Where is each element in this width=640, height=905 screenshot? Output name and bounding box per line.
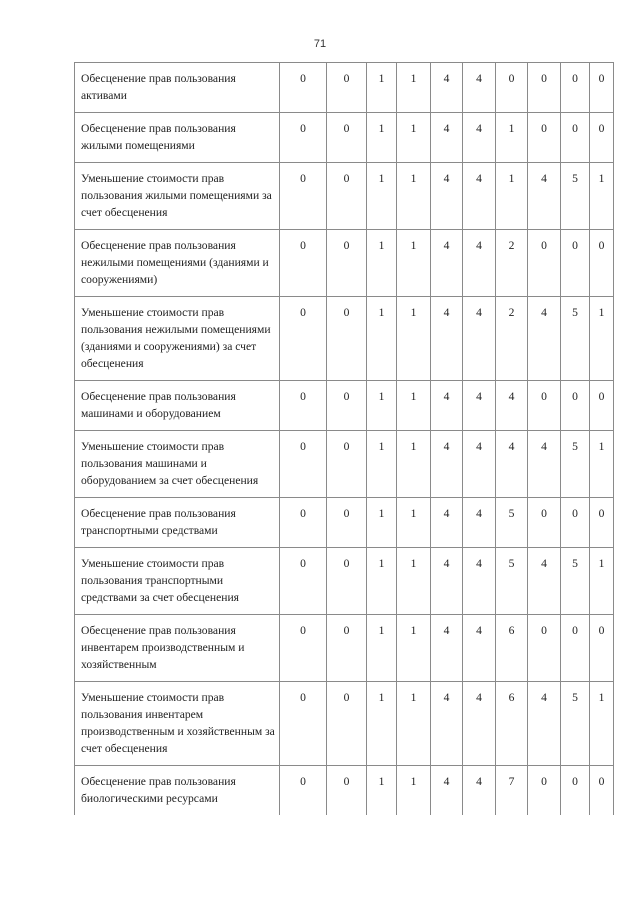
code-cell: 0 <box>561 498 590 548</box>
code-cell: 1 <box>367 63 397 113</box>
code-cell: 4 <box>463 230 496 297</box>
code-cell: 1 <box>397 682 431 766</box>
code-cell: 0 <box>528 230 561 297</box>
table-row <box>75 498 614 548</box>
code-cell: 1 <box>367 615 397 682</box>
row-label: Обесценение прав пользования инвентарем производственным и хозяйственным <box>75 615 280 682</box>
code-cell: 4 <box>431 297 463 381</box>
code-cell: 5 <box>561 297 590 381</box>
code-cell: 0 <box>528 498 561 548</box>
code-cell: 4 <box>431 548 463 615</box>
code-cell: 0 <box>561 230 590 297</box>
page-number: 71 <box>313 38 327 50</box>
table-row <box>75 230 614 297</box>
code-cell: 1 <box>397 615 431 682</box>
code-cell: 0 <box>327 381 367 431</box>
code-cell: 4 <box>431 381 463 431</box>
code-cell: 4 <box>528 682 561 766</box>
code-cell: 0 <box>590 63 614 113</box>
code-cell: 1 <box>397 498 431 548</box>
code-cell: 1 <box>397 431 431 498</box>
code-cell: 1 <box>397 766 431 816</box>
code-cell: 0 <box>561 63 590 113</box>
code-cell: 0 <box>561 766 590 816</box>
code-cell: 4 <box>463 498 496 548</box>
code-cell: 4 <box>463 431 496 498</box>
code-cell: 4 <box>431 431 463 498</box>
row-label: Обесценение прав пользования нежилыми помещениями (зданиями и сооружениями) <box>75 230 280 297</box>
code-cell: 0 <box>280 498 327 548</box>
code-cell: 6 <box>496 682 528 766</box>
code-cell: 1 <box>367 381 397 431</box>
code-cell: 0 <box>280 766 327 816</box>
code-cell: 0 <box>280 113 327 163</box>
code-cell: 1 <box>397 297 431 381</box>
code-cell: 5 <box>496 548 528 615</box>
code-cell: 0 <box>280 381 327 431</box>
code-cell: 0 <box>327 297 367 381</box>
code-cell: 1 <box>367 498 397 548</box>
row-label: Обесценение прав пользования машинами и оборудованием <box>75 381 280 431</box>
table-row <box>75 766 614 816</box>
table-row <box>75 548 614 615</box>
code-cell: 1 <box>367 766 397 816</box>
table-row <box>75 615 614 682</box>
code-cell: 4 <box>431 766 463 816</box>
code-cell: 0 <box>327 230 367 297</box>
code-cell: 4 <box>528 297 561 381</box>
code-cell: 4 <box>463 163 496 230</box>
code-cell: 1 <box>367 548 397 615</box>
row-label: Уменьшение стоимости прав пользования инвентарем производственным и хозяйственным за счет обесценения <box>75 682 280 766</box>
code-cell: 4 <box>431 682 463 766</box>
row-label: Уменьшение стоимости прав пользования машинами и оборудованием за счет обесценения <box>75 431 280 498</box>
code-cell: 0 <box>561 113 590 163</box>
table-row <box>75 682 614 766</box>
code-cell: 0 <box>280 230 327 297</box>
code-cell: 4 <box>431 113 463 163</box>
code-cell: 5 <box>561 548 590 615</box>
code-cell: 1 <box>590 163 614 230</box>
row-label: Обесценение прав пользования жилыми помещениями <box>75 113 280 163</box>
code-cell: 4 <box>463 381 496 431</box>
code-cell: 4 <box>528 548 561 615</box>
code-cell: 1 <box>496 163 528 230</box>
code-cell: 1 <box>397 230 431 297</box>
code-cell: 1 <box>590 682 614 766</box>
code-cell: 1 <box>590 548 614 615</box>
code-cell: 0 <box>590 766 614 816</box>
code-cell: 1 <box>590 297 614 381</box>
code-cell: 4 <box>463 682 496 766</box>
row-label: Уменьшение стоимости прав пользования жилыми помещениями за счет обесценения <box>75 163 280 230</box>
code-cell: 0 <box>528 113 561 163</box>
code-cell: 0 <box>327 498 367 548</box>
code-cell: 0 <box>496 63 528 113</box>
code-cell: 1 <box>496 113 528 163</box>
table-row <box>75 381 614 431</box>
code-cell: 0 <box>561 615 590 682</box>
table-row <box>75 113 614 163</box>
code-cell: 0 <box>280 682 327 766</box>
code-cell: 4 <box>496 381 528 431</box>
code-cell: 4 <box>463 63 496 113</box>
code-cell: 0 <box>561 381 590 431</box>
code-cell: 5 <box>561 431 590 498</box>
code-cell: 1 <box>397 381 431 431</box>
code-cell: 4 <box>431 163 463 230</box>
code-cell: 4 <box>463 297 496 381</box>
code-cell: 2 <box>496 230 528 297</box>
code-cell: 0 <box>327 431 367 498</box>
code-cell: 4 <box>431 63 463 113</box>
code-cell: 4 <box>463 615 496 682</box>
code-cell: 4 <box>528 163 561 230</box>
table-row <box>75 297 614 381</box>
code-cell: 4 <box>431 498 463 548</box>
code-cell: 1 <box>367 297 397 381</box>
code-cell: 1 <box>367 230 397 297</box>
row-label: Обесценение прав пользования биологическими ресурсами <box>75 766 280 816</box>
code-cell: 4 <box>431 230 463 297</box>
code-cell: 1 <box>367 431 397 498</box>
code-cell: 0 <box>528 63 561 113</box>
table-row <box>75 431 614 498</box>
code-cell: 0 <box>280 297 327 381</box>
code-cell: 5 <box>561 682 590 766</box>
code-cell: 5 <box>561 163 590 230</box>
code-cell: 1 <box>397 163 431 230</box>
code-cell: 4 <box>431 615 463 682</box>
code-cell: 0 <box>528 615 561 682</box>
row-label: Уменьшение стоимости прав пользования нежилыми помещениями (зданиями и сооружениями) за счет обесценения <box>75 297 280 381</box>
row-label: Уменьшение стоимости прав пользования транспортными средствами за счет обесценения <box>75 548 280 615</box>
code-cell: 1 <box>590 431 614 498</box>
code-cell: 0 <box>327 615 367 682</box>
code-cell: 0 <box>590 498 614 548</box>
code-cell: 0 <box>327 63 367 113</box>
code-cell: 4 <box>496 431 528 498</box>
code-cell: 0 <box>528 766 561 816</box>
code-cell: 0 <box>280 431 327 498</box>
code-cell: 5 <box>496 498 528 548</box>
code-cell: 2 <box>496 297 528 381</box>
table-body <box>75 63 614 816</box>
code-cell: 0 <box>327 163 367 230</box>
code-cell: 0 <box>327 548 367 615</box>
code-cell: 4 <box>463 766 496 816</box>
code-cell: 7 <box>496 766 528 816</box>
row-label: Обесценение прав пользования активами <box>75 63 280 113</box>
code-cell: 4 <box>463 548 496 615</box>
code-cell: 0 <box>590 381 614 431</box>
code-cell: 1 <box>397 548 431 615</box>
code-cell: 0 <box>280 63 327 113</box>
code-cell: 1 <box>397 113 431 163</box>
code-cell: 0 <box>590 615 614 682</box>
code-cell: 0 <box>327 766 367 816</box>
code-cell: 1 <box>367 113 397 163</box>
code-cell: 0 <box>590 230 614 297</box>
table-row <box>75 163 614 230</box>
code-cell: 0 <box>280 548 327 615</box>
code-cell: 0 <box>590 113 614 163</box>
code-cell: 1 <box>367 163 397 230</box>
code-cell: 0 <box>528 381 561 431</box>
code-cell: 0 <box>280 615 327 682</box>
code-cell: 1 <box>397 63 431 113</box>
code-cell: 4 <box>528 431 561 498</box>
row-label: Обесценение прав пользования транспортными средствами <box>75 498 280 548</box>
code-cell: 0 <box>327 682 367 766</box>
account-codes-table <box>74 62 614 815</box>
code-cell: 1 <box>367 682 397 766</box>
code-cell: 0 <box>280 163 327 230</box>
code-cell: 0 <box>327 113 367 163</box>
code-cell: 4 <box>463 113 496 163</box>
table-row <box>75 63 614 113</box>
code-cell: 6 <box>496 615 528 682</box>
